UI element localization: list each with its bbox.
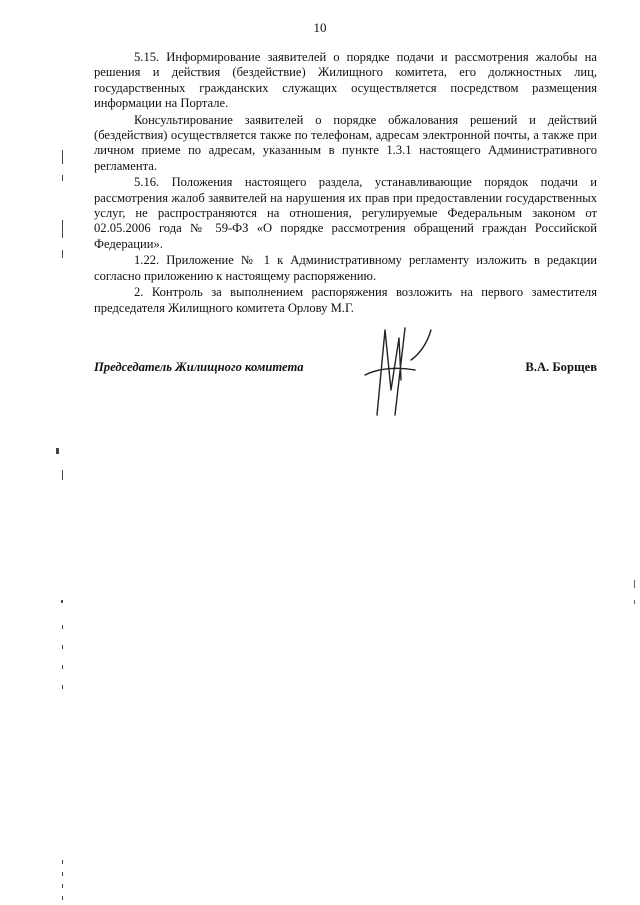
handwritten-signature <box>355 320 435 420</box>
paragraph-5-16: 5.16. Положения настоящего раздела, устанавливающие порядок подачи и рассмотрения жалоб заявителей на нарушения их прав при предоставлении государственных услуг, не распространяются на отношения, регулируемые Федеральным законом от 02.05.2006 года № 59-ФЗ «О порядке рассмотрения обращений граждан Российской Федерации». <box>94 175 597 251</box>
signatory-name: В.А. Борщев <box>525 360 597 374</box>
right-margin-scan-marks <box>600 0 640 905</box>
document-body <box>94 50 597 316</box>
left-margin-scan-marks <box>52 0 72 905</box>
paragraph-consulting: Консультирование заявителей о порядке обжалования решений и действий (бездействия) осуществляется также по телефонам, адресам электронной почты, а также при личном приеме по адресам, указанным в пункте 1.3.1 настоящего Административного регламента. <box>94 112 597 173</box>
signatory-position: Председатель Жилищного комитета <box>94 360 304 374</box>
paragraph-1-22: 1.22. Приложение № 1 к Административному регламенту изложить в редакции согласно приложению к настоящему распоряжению. <box>94 253 597 283</box>
page-number: 10 <box>313 20 327 35</box>
paragraph-2: 2. Контроль за выполнением распоряжения возложить на первого заместителя председателя Жилищного комитета Орлову М.Г. <box>94 285 597 315</box>
paragraph-5-15: 5.15. Информирование заявителей о порядке подачи и рассмотрения жалобы на решения и действия (бездействие) Жилищного комитета, его должностных лиц, государственных гражданских служащих осуществляется посредством размещения информации на Портале. <box>94 50 597 111</box>
